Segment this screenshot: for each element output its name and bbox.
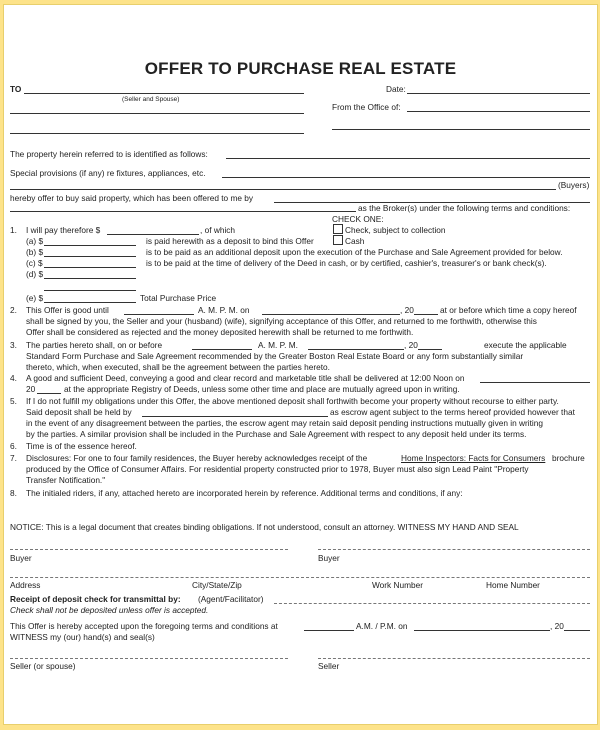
section-3-year-line[interactable] (418, 349, 442, 350)
good-until-line[interactable] (124, 314, 194, 315)
of-which-label: , of which (200, 225, 236, 235)
notice-text: NOTICE: This is a legal document that creates binding obligations. If not understood, consult an attorney. WITNESS MY HAND AND SEAL (10, 522, 519, 532)
section-4-line-1: A good and sufficient Deed, conveying a good and clear record and marketable title shall be delivered at 12:00 Noon on (26, 373, 465, 383)
section-2-line-3: Offer shall be considered as rejected and the money deposited herewith shall be returned to me forthwith. (26, 327, 414, 337)
section-2-line-1a: This Offer is good until (26, 305, 109, 315)
accepted-time-line[interactable] (304, 630, 354, 631)
receipt-label: Receipt of deposit check for transmittal by: (10, 594, 181, 604)
buyer-1-label: Buyer (10, 553, 32, 563)
item-b-label: (b) $ (26, 247, 44, 257)
section-5-line-4: by the parties. A similar provision shall be included in the Purchase and Sale Agreement with respect to any deposit held under its terms. (26, 429, 527, 439)
accepted-text: This Offer is hereby accepted upon the foregoing terms and conditions at (10, 621, 278, 631)
section-5-line-1: If I do not fulfill my obligations under this Offer, the above mentioned deposit shall forthwith become your property without recourse to either party. (26, 396, 559, 406)
section-1-number: 1. (10, 225, 17, 235)
section-3-line-2: Standard Form Purchase and Sale Agreement recommended by the Greater Boston Real Estate Board or any form substantially similar (26, 351, 524, 361)
work-number-label: Work Number (372, 580, 424, 590)
check-checkbox[interactable] (333, 224, 343, 234)
city-label: City/State/Zip (192, 580, 242, 590)
section-3-line-3: thereto, which, when executed, shall be the agreement between the parties hereto. (26, 362, 330, 372)
agent-label: (Agent/Facilitator) (198, 594, 264, 604)
seller-line[interactable] (318, 658, 590, 659)
pay-amount-line[interactable] (107, 234, 199, 235)
buyer-2-line[interactable] (318, 549, 590, 550)
not-deposited-note: Check shall not be deposited unless offer is accepted. (10, 605, 209, 615)
item-a-text: is paid herewith as a deposit to bind this Offer (146, 236, 314, 246)
deed-year-line[interactable] (37, 393, 61, 394)
item-d-line[interactable] (44, 278, 136, 279)
good-until-date-line[interactable] (262, 314, 400, 315)
section-2-number: 2. (10, 305, 17, 315)
agent-line[interactable] (274, 603, 590, 604)
seller-line-3[interactable] (10, 133, 304, 134)
section-4-line-2b: at the appropriate Registry of Deeds, unless some other time and place are mutually agreed upon in writing. (64, 384, 460, 394)
am-pm-on-label: A.M. / P.M. on (356, 621, 408, 631)
broker-label: as the Broker(s) under the following terms and conditions: (358, 203, 571, 213)
seller-label: Seller (318, 661, 340, 671)
seller-spouse-line[interactable] (10, 658, 288, 659)
section-6-text: Time is of the essence hereof. (26, 441, 137, 451)
section-5-number: 5. (10, 396, 17, 406)
address-line[interactable] (10, 577, 590, 578)
section-4-line-2a: 20 (26, 384, 36, 394)
from-office-line-2[interactable] (332, 129, 590, 130)
section-2-line-2: shall be signed by you, the Seller and your (husband) (wife), signifying acceptance of this Offer, and returned to me forthwith, otherwise this (26, 316, 537, 326)
section-7-line-1c: brochure (552, 453, 585, 463)
consumer-facts-link[interactable]: Home Inspectors: Facts for Consumers (401, 453, 546, 463)
section-5-line-3: in the event of any disagreement between the parties, the escrow agent may retain said deposit pending instructions mutually given in writing (26, 418, 544, 428)
address-label: Address (10, 580, 41, 590)
section-3-number: 3. (10, 340, 17, 350)
item-d-label: (d) $ (26, 269, 44, 279)
home-number-label: Home Number (486, 580, 540, 590)
item-c-label: (c) $ (26, 258, 43, 268)
section-3-line-1c: , 20 (404, 340, 418, 350)
special-provisions-label: Special provisions (if any) re fixtures, appliances, etc. (10, 168, 206, 178)
section-5-line-2a: Said deposit shall be held by (26, 407, 132, 417)
seller-line-2[interactable] (10, 113, 304, 114)
check-one-label: CHECK ONE: (332, 214, 384, 224)
section-3-line-1a: The parties hereto shall, on or before (26, 340, 163, 350)
section-3-line-1b: A. M. P. M. (258, 340, 298, 350)
buyers-caption: (Buyers) (558, 180, 590, 190)
from-office-line[interactable] (407, 111, 590, 112)
broker-line[interactable] (10, 211, 356, 212)
item-c-text: is to be paid at the time of delivery of the Deed in cash, or by certified, cashier's, treasurer's or bank check(s). (146, 258, 547, 268)
item-d-line-2[interactable] (44, 290, 136, 291)
seller-spouse-caption: (Seller and Spouse) (122, 96, 180, 103)
section-2-line-1b: A. M. P. M. on (198, 305, 250, 315)
pay-label: I will pay therefore $ (26, 225, 101, 235)
section-3-date-line[interactable] (308, 349, 404, 350)
cash-label: Cash (345, 236, 365, 246)
to-line[interactable] (24, 93, 304, 94)
date-label: Date: (386, 84, 406, 94)
section-7-line-1a: Disclosures: For one to four family residences, the Buyer hereby acknowledges receipt of the (26, 453, 368, 463)
on-or-before-line[interactable] (192, 349, 252, 350)
total-price-label: Total Purchase Price (140, 293, 217, 303)
section-7-line-2: produced by the Office of Consumer Affairs. For residential property constructed prior to 1978, Buyer must also sign Lead Paint "Property (26, 464, 529, 474)
item-c-line[interactable] (44, 267, 136, 268)
section-8-number: 8. (10, 488, 17, 498)
section-5-line-2b: as escrow agent subject to the terms hereof provided however that (330, 407, 575, 417)
date-line[interactable] (407, 93, 590, 94)
item-e-line[interactable] (44, 302, 136, 303)
witness-label: WITNESS my (our) hand(s) and seal(s) (10, 632, 155, 642)
buyer-1-line[interactable] (10, 549, 288, 550)
accepted-year-line[interactable] (564, 630, 590, 631)
document-page (3, 4, 598, 725)
deed-date-line[interactable] (480, 382, 590, 383)
section-4-number: 4. (10, 373, 17, 383)
section-3-line-1d: execute the applicable (484, 340, 567, 350)
buyer-2-label: Buyer (318, 553, 340, 563)
item-e-label: (e) $ (26, 293, 44, 303)
item-a-label: (a) $ (26, 236, 44, 246)
document-title: OFFER TO PURCHASE REAL ESTATE (144, 59, 457, 78)
accepted-date-line[interactable] (414, 630, 550, 631)
item-b-line[interactable] (44, 256, 136, 257)
section-7-line-3: Transfer Notification." (26, 475, 106, 485)
property-line[interactable] (226, 158, 590, 159)
item-b-text: is to be paid as an additional deposit upon the execution of the Purchase and Sale Agreement provided for below. (146, 247, 563, 257)
accepted-20-label: , 20 (550, 621, 564, 631)
section-8-text: The initialed riders, if any, attached hereto are incorporated herein by reference. Additional terms and conditions, if any: (26, 488, 463, 498)
section-7-number: 7. (10, 453, 17, 463)
seller-spouse-label: Seller (or spouse) (10, 661, 76, 671)
offered-by-label: hereby offer to buy said property, which has been offered to me by (10, 193, 254, 203)
from-office-label: From the Office of: (332, 102, 401, 112)
buyers-line[interactable] (10, 189, 556, 190)
escrow-holder-line[interactable] (142, 416, 328, 417)
item-a-line[interactable] (44, 245, 136, 246)
cash-checkbox[interactable] (333, 235, 343, 245)
section-2-line-1d: at or before which time a copy hereof (440, 305, 577, 315)
to-label: TO (10, 84, 22, 94)
property-label: The property herein referred to is identified as follows: (10, 149, 208, 159)
section-2-line-1c: , 20 (400, 305, 414, 315)
special-provisions-line[interactable] (222, 177, 590, 178)
good-until-year-line[interactable] (414, 314, 438, 315)
check-subject-label: Check, subject to collection (345, 225, 446, 235)
section-6-number: 6. (10, 441, 17, 451)
